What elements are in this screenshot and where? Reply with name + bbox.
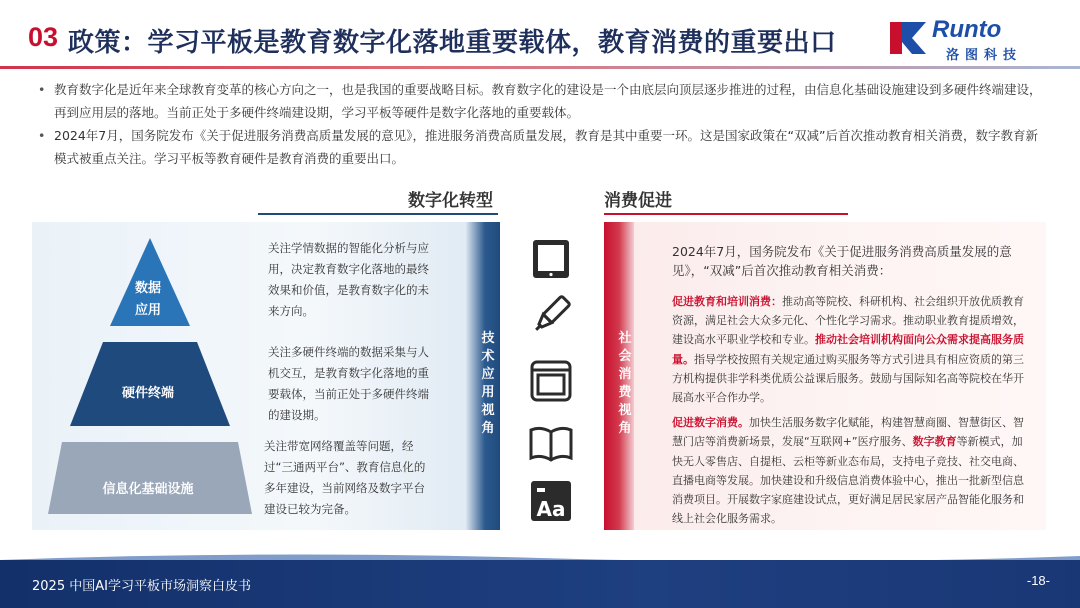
- header-divider: [0, 66, 1080, 69]
- pyramid-label-line: 数据: [134, 281, 161, 296]
- section-heading-digital: 数字化转型: [408, 191, 493, 211]
- heading-underline: [604, 213, 848, 215]
- pyramid-desc-infrastructure: 关注带宽网络覆盖等问题，经过“三通两平台”、教育信息化的多年建设，当前网络及数字平台建设已较为完备。: [264, 439, 426, 516]
- bullet-item: • 2024年7月，国务院发布《关于促进服务消费高质量发展的意见》，推进服务消费高质量发展，教育是其中重要一环。这是国家政策在“双减”后首次推动教育相关消费，数字教育新模式被重点关注。学习平板等教育硬件是教育消费的重要出口。: [36, 124, 1046, 170]
- body-text: 指导学校按照有关规定通过购买服务等方式引进具有相应资质的第三方机构提供非学科类优质公益课后服务。鼓励与国际知名高等院校在华开展高水平合作办学。: [672, 352, 1024, 405]
- pyramid-label-line: 应用: [134, 303, 161, 318]
- page-title: 政策：学习平板是教育数字化落地重要载体，教育消费的重要出口: [68, 28, 837, 58]
- pyramid-label-hardware: 硬件终端: [121, 386, 174, 401]
- vertical-label-tech: 技术应用视角: [481, 331, 495, 436]
- svg-text:Aa: Aa: [536, 497, 566, 521]
- policy-paragraph-education: [672, 292, 1032, 407]
- vertical-label-social: 社会消费视角: [618, 331, 632, 436]
- highlight-text: 促进数字消费。: [672, 416, 749, 430]
- pyramid-label-infrastructure: 信息化基础设施: [102, 482, 194, 497]
- body-text: 推动高等院校、科研机构、社会组织开放优质教育资源，满足社会大众多元化、个性化学习需求。推动职业教育提质增效，建设高水平职业学校和专业。: [672, 295, 1024, 347]
- pyramid-label-data: [128, 278, 168, 322]
- logo-wordmark: Runto: [932, 16, 1002, 43]
- font-icon: [528, 478, 574, 524]
- book-icon: [528, 420, 574, 466]
- pyramid-desc-data: 关注学情数据的智能化分析与应用，决定教育数字化落地的最终效果和价值，是教育数字化的未来方向。: [268, 241, 429, 318]
- body-text: 等新模式，加快无人零售店、自提柜、云柜等新业态布局，支持电子竞技、社交电商、直播电商等发展。加快建设和升级信息消费体验中心，推出一批新型信息消费项目。开展数字家庭建设试点，更好满足居民家居产品智能化服务和线上社会化服务需求。: [672, 435, 1024, 526]
- footer-title: 2025 中国AI学习平板市场洞察白皮书: [32, 579, 251, 594]
- page-number: -18-: [1026, 573, 1050, 588]
- policy-paragraph-digital: [672, 413, 1032, 528]
- section-heading-consumption: 消费促进: [604, 191, 672, 211]
- page-header: [0, 0, 1080, 70]
- policy-intro: 2024年7月，国务院发布《关于促进服务消费高质量发展的意见》，“双减”后首次推动教育相关消费：: [672, 244, 1012, 278]
- highlight-text: 推动社会培训机构面向公众需求提高服务质量。: [672, 333, 1024, 366]
- pyramid-desc-hardware: 关注多硬件终端的数据采集与人机交互，是教育数字化落地的重要载体，当前正处于多硬件终端的建设期。: [268, 345, 429, 422]
- monitor-icon: [528, 358, 574, 404]
- section-number: 03: [28, 22, 59, 52]
- heading-underline: [258, 213, 498, 215]
- intro-bullets: [36, 78, 1046, 170]
- body-text: 加快生活服务数字化赋能，构建智慧商圈、智慧街区、智慧门店等消费新场景，发展“互联网+”医疗服务、: [672, 416, 1024, 449]
- tablet-icon: [528, 236, 574, 282]
- highlight-text: 数字教育: [912, 435, 957, 449]
- policy-details: [672, 292, 1032, 534]
- pen-icon: [528, 292, 574, 338]
- runto-logo: [888, 18, 1048, 62]
- highlight-text: 促进教育和培训消费：: [672, 295, 782, 308]
- bullet-item: • 教育数字化是近年来全球教育变革的核心方向之一，也是我国的重要战略目标。教育数字化的建设是一个由底层向顶层逐步推进的过程，由信息化基础设施建设到多硬件终端建设，再到应用层的落地。当前正处于多硬件终端建设期，学习平板等硬件是数字化落地的重要载体。: [36, 78, 1046, 124]
- logo-chinese-name: 洛图科技: [946, 48, 1023, 63]
- runto-logo-mark-icon: [888, 20, 928, 56]
